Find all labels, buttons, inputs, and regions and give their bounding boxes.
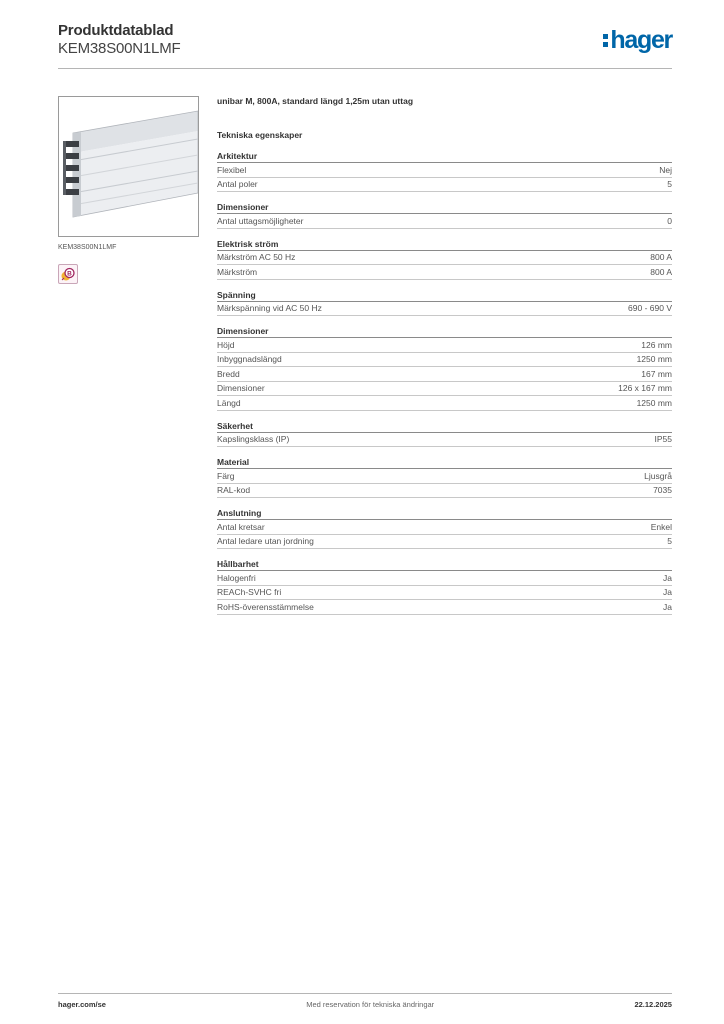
spec-row [217,571,672,586]
spec-group-title: Elektrisk ström [217,239,672,251]
product-description: unibar M, 800A, standard längd 1,25m utan uttag [217,96,414,106]
spec-row [217,178,672,193]
spec-row [217,382,672,397]
page-footer [58,993,672,1009]
specification-content [217,96,672,625]
spec-label: Märkspänning vid AC 50 Hz [217,303,322,314]
spec-value: 800 A [650,266,672,277]
spec-row [217,214,672,229]
spec-label: Kapslingsklass (IP) [217,434,290,445]
spec-label: Längd [217,397,241,408]
footer-date: 22.12.2025 [634,1000,672,1009]
spec-row [217,251,672,266]
spec-row [217,586,672,601]
footer-disclaimer: Med reservation för tekniska ändringar [306,1000,435,1009]
spec-row [217,163,672,178]
spec-label: Antal poler [217,179,258,190]
spec-group [217,421,672,448]
spec-value: 1250 mm [636,397,672,408]
spec-group-title: Dimensioner [217,326,672,338]
spec-label: Inbyggnadslängd [217,354,282,365]
product-image [58,96,199,237]
spec-label: Antal ledare utan jordning [217,536,314,547]
spec-label: Bredd [217,368,240,379]
spec-value: Ja [663,572,672,583]
spec-group [217,202,672,229]
spec-value: Nej [659,164,672,175]
spec-value: 5 [667,536,672,547]
spec-group-title: Anslutning [217,508,672,520]
spec-row [217,338,672,353]
spec-label: Märkström AC 50 Hz [217,252,296,263]
spec-value: Ja [663,587,672,598]
spec-groups [217,151,672,615]
spec-value: 5 [667,179,672,190]
spec-label: Färg [217,470,235,481]
spec-label: RAL-kod [217,485,251,496]
spec-value: 1250 mm [636,354,672,365]
section-title: Tekniska egenskaper [217,130,303,140]
eco-label-icon [58,264,78,284]
spec-row [217,353,672,368]
svg-text:B: B [67,270,72,278]
spec-label: Dimensioner [217,383,265,394]
spec-value: 167 mm [641,368,672,379]
spec-label: Antal kretsar [217,521,265,532]
spec-row [217,265,672,280]
spec-value: Enkel [650,521,672,532]
product-code: KEM38S00N1LMF [58,40,181,57]
spec-row [217,600,672,615]
image-caption: KEM38S00N1LMF [58,244,117,251]
spec-group-title: Säkerhet [217,421,672,433]
spec-group-title: Material [217,457,672,469]
spec-value: 126 mm [641,339,672,350]
spec-group [217,326,672,411]
spec-value: 7035 [653,485,672,496]
spec-label: Märkström [217,266,258,277]
logo-text: hager [610,26,672,54]
spec-label: Flexibel [217,164,247,175]
spec-row [217,433,672,448]
spec-row [217,396,672,411]
spec-row [217,520,672,535]
spec-value: 690 - 690 V [628,303,672,314]
page-header [58,22,672,69]
spec-label: REACh-SVHC fri [217,587,282,598]
spec-row [217,469,672,484]
spec-group-title: Spänning [217,290,672,302]
spec-value: 0 [667,215,672,226]
spec-label: Antal uttagsmöjligheter [217,215,304,226]
spec-group-title: Hållbarhet [217,559,672,571]
spec-value: 800 A [650,252,672,263]
spec-value: Ja [663,601,672,612]
spec-group [217,508,672,549]
spec-row [217,302,672,317]
spec-value: 126 x 167 mm [618,383,672,394]
spec-group [217,239,672,280]
logo-colon-icon [603,31,609,49]
footer-website: hager.com/se [58,1000,106,1009]
spec-label: Halogenfri [217,572,256,583]
spec-group [217,457,672,498]
spec-row [217,484,672,499]
spec-value: IP55 [654,434,672,445]
spec-group-title: Dimensioner [217,202,672,214]
spec-label: RoHS-överensstämmelse [217,601,314,612]
spec-row [217,535,672,550]
spec-group-title: Arkitektur [217,151,672,163]
hager-logo [603,28,672,54]
spec-group [217,559,672,615]
spec-row [217,367,672,382]
spec-group [217,151,672,192]
document-title: Produktdatablad [58,22,174,39]
spec-value: Ljusgrå [644,470,672,481]
spec-label: Höjd [217,339,235,350]
spec-group [217,290,672,317]
